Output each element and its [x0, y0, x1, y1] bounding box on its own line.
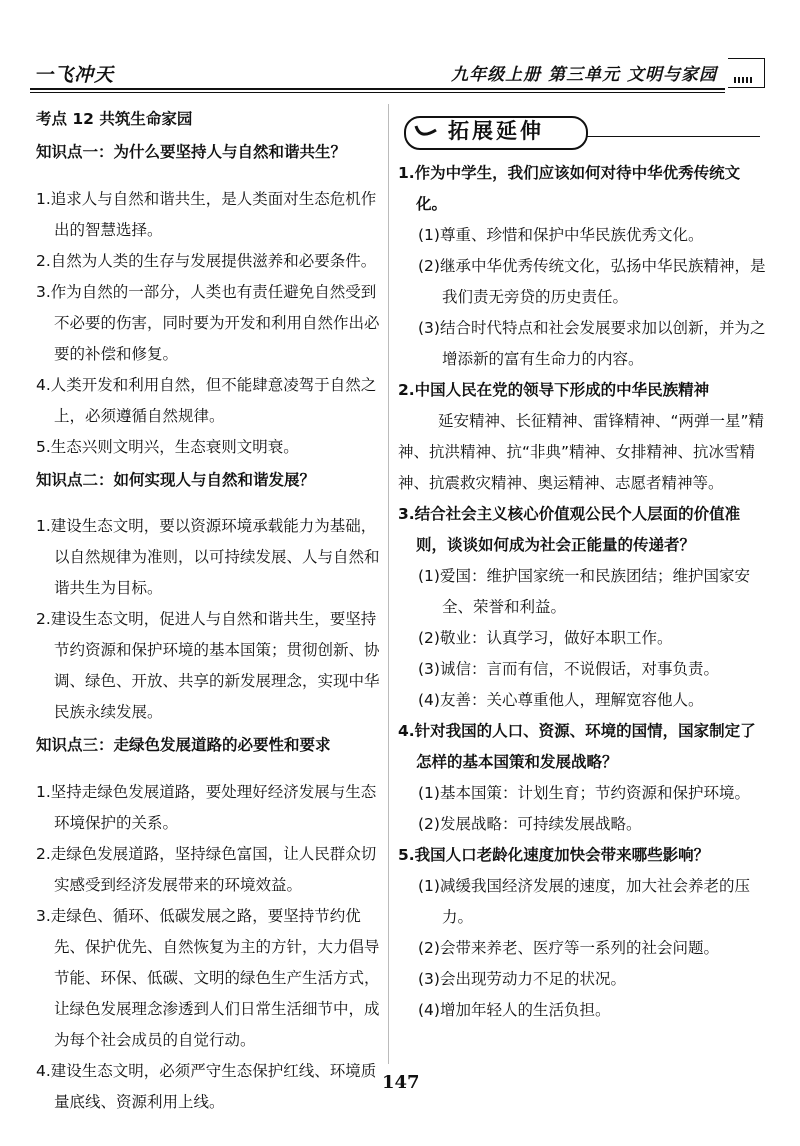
list-item: 2.建设生态文明，促进人与自然和谐共生，要坚持节约资源和保护环境的基本国策；贯彻创新、协调、绿色、开放、共享的新发展理念，实现中华民族永续发展。: [36, 610, 380, 721]
list-item: 1.追求人与自然和谐共生，是人类面对生态危机作出的智慧选择。: [36, 189, 377, 239]
knowledge-point-1-title: 知识点一：为什么要坚持人与自然和谐共生？: [36, 143, 347, 161]
series-logo: 一飞冲天: [34, 64, 115, 86]
question-3: 3.结合社会主义核心价值观公民个人层面的价值准则，谈谈如何成为社会正能量的传递者？: [398, 505, 741, 554]
answer-item: (2)会带来养老、医疗等一系列的社会问题。: [418, 939, 719, 957]
list-item: 1.建设生态文明，要以资源环境承载能力为基础，以自然规律为准则，以可持续发展、人与自然和谐共生为目标。: [36, 517, 380, 597]
page-number: 147: [382, 1072, 420, 1093]
section-title: 考点 12 共筑生命家园: [36, 110, 193, 128]
banner-title: 拓展延伸: [448, 119, 544, 143]
corner-ornament: [728, 58, 765, 88]
list-item: 4.建设生态文明，必须严守生态保护红线、环境质量底线、资源利用上线。: [36, 1061, 377, 1111]
answer-paragraph: 延安精神、长征精神、雷锋精神、“两弹一星”精神、抗洪精神、抗“非典”精神、女排精神、抗冰雪精神、抗震救灾精神、奥运精神、志愿者精神等。: [398, 412, 765, 492]
answer-item: (1)减缓我国经济发展的速度，加大社会养老的压力。: [418, 877, 750, 926]
list-item: 3.走绿色、循环、低碳发展之路，要坚持节约优先、保护优先、自然恢复为主的方针，大力倡导节能、环保、低碳、文明的绿色生产生活方式，让绿色发展理念渗透到人们日常生活细节中，成为每个社会成员的自觉行动。: [36, 906, 380, 1049]
question-1: 1.作为中学生，我们应该如何对待中华优秀传统文化。: [398, 164, 741, 213]
answer-item: (4)增加年轻人的生活负担。: [418, 1001, 611, 1019]
list-item: 2.走绿色发展道路，坚持绿色富国，让人民群众切实感受到经济发展带来的环境效益。: [36, 844, 377, 894]
answer-item: (2)继承中华优秀传统文化，弘扬中华民族精神，是我们责无旁贷的历史责任。: [418, 257, 766, 306]
header-rule-thin: [30, 92, 725, 93]
question-5: 5.我国人口老龄化速度加快会带来哪些影响？: [398, 846, 710, 864]
right-column: [398, 112, 770, 1026]
header-rule: [30, 88, 725, 90]
list-item: 3.作为自然的一部分，人类也有责任避免自然受到不必要的伤害，同时要为开发和利用自然作出必要的补偿和修复。: [36, 282, 380, 363]
knowledge-point-3-title: 知识点三：走绿色发展道路的必要性和要求: [36, 736, 331, 754]
knowledge-point-2-title: 知识点二：如何实现人与自然和谐发展？: [36, 470, 316, 489]
answer-item: (1)基本国策：计划生育；节约资源和保护环境。: [418, 784, 750, 802]
answer-item: (2)发展战略：可持续发展战略。: [418, 815, 642, 833]
answer-item: (2)敬业：认真学习，做好本职工作。: [418, 629, 673, 647]
list-item: 1.坚持走绿色发展道路，要处理好经济发展与生态环境保护的关系。: [36, 782, 377, 832]
question-4: 4.针对我国的人口、资源、环境的国情，国家制定了怎样的基本国策和发展战略？: [398, 722, 756, 771]
extension-banner: [398, 112, 770, 152]
answer-item: (1)尊重、珍惜和保护中华民族优秀文化。: [418, 226, 704, 244]
answer-item: (4)友善：关心尊重他人，理解宽容他人。: [418, 691, 704, 709]
list-item: 5.生态兴则文明兴，生态衰则文明衰。: [36, 437, 299, 456]
answer-item: (3)诚信：言而有信，不说假话，对事负责。: [418, 660, 719, 678]
list-item: 4.人类开发和利用自然，但不能肆意凌驾于自然之上，必须遵循自然规律。: [36, 375, 377, 425]
answer-item: (1)爱国：维护国家统一和民族团结；维护国家安全、荣誉和利益。: [418, 567, 750, 616]
banner-rule: [586, 136, 760, 137]
answer-item: (3)结合时代特点和社会发展要求加以创新，并为之增添新的富有生命力的内容。: [418, 319, 766, 368]
question-2: 2.中国人民在党的领导下形成的中华民族精神: [398, 381, 710, 399]
answer-item: (3)会出现劳动力不足的状况。: [418, 970, 626, 988]
unit-title: 九年级上册 第三单元 文明与家园: [451, 65, 717, 85]
swoosh-icon: [414, 120, 438, 142]
column-divider: [388, 104, 389, 1064]
page-header: [30, 58, 765, 94]
left-column: [36, 104, 386, 1118]
list-item: 2.自然为人类的生存与发展提供滋养和必要条件。: [36, 251, 377, 270]
